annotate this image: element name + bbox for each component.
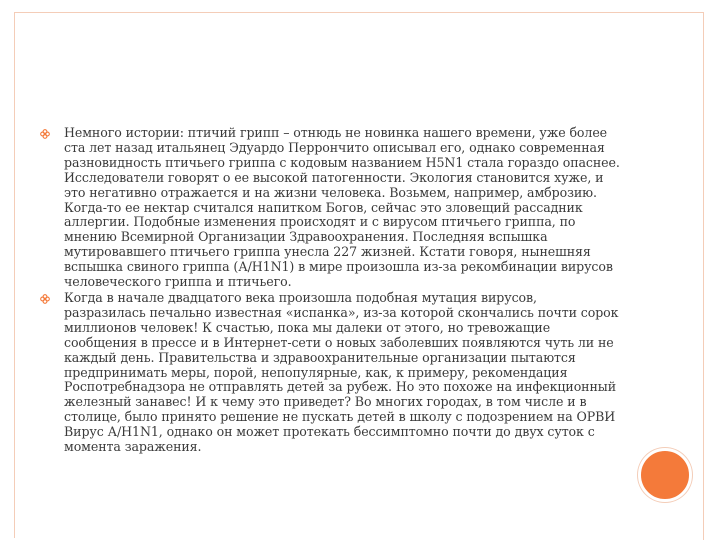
slide-body (40, 126, 620, 456)
flower-bullet-icon (40, 294, 50, 304)
flower-bullet-icon (40, 129, 50, 139)
bullet-item-2 (40, 291, 620, 455)
decorative-orange-circle (638, 448, 692, 502)
bullet-text-2: Когда в начале двадцатого века произошла подобная мутация вирусов, разразилась печально известная «испанка», из-за которой скончались почти сорок миллионов человек! К счастью, пока мы далеки от этого, но тревожащие сообщения в прессе и в Интернет-сети о новых заболевших появляются чуть ли не каждый день. Правительства и здравоохранительные организации пытаются предпринимать меры, порой, непопулярные, как, к примеру, рекомендация Роспотребнадзора не отправлять детей за рубеж. Но это похоже на инфекционный железный занавес! И к чему это приведет? Во многих городах, в том числе и в столице, было принято решение не пускать детей в школу с подозрением на ОРВИ Вирус А/H1N1, однако он может протекать бессимптомно почти до двух суток с момента заражения. (64, 289, 619, 455)
bullet-item-1 (40, 126, 620, 290)
slide-border-right-edge (703, 12, 704, 540)
bullet-text-1: Немного истории: птичий грипп – отнюдь не новинка нашего времени, уже более ста лет назад итальянец Эдуардо Перрончито описывал его, однако современная разновидность птичьего гриппа с кодовым названием H5N1 стала гораздо опаснее. Исследователи говорят о ее высокой патогенности. Экология становится хуже, и это негативно отражается и на жизни человека. Возьмем, например, амброзию. Когда-то ее нектар считался напитком Богов, сейчас это зловещий рассадник аллергии. Подобные изменения происходят и с вирусом птичьего гриппа, по мнению Всемирной Организации Здравоохранения. Последняя вспышка мутировавшего птичьего гриппа унесла 227 жизней. Кстати говоря, нынешняя вспышка свиного гриппа (А/H1N1) в мире произошла из-за рекомбинации вирусов человеческого гриппа и птичьего. (64, 125, 620, 290)
